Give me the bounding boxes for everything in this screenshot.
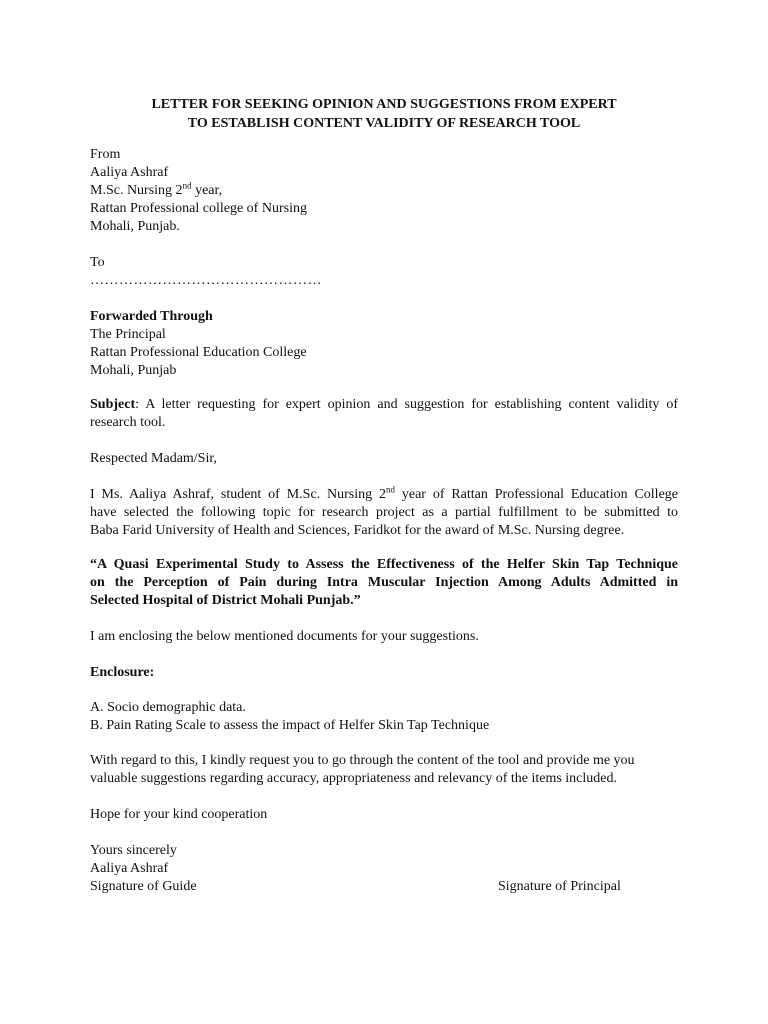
enclosure-label: Enclosure: (90, 665, 155, 680)
forwarded-label: Forwarded Through (90, 309, 213, 324)
recipient-placeholder: ………………………………………… (90, 273, 322, 288)
enclosure-item-b: B. Pain Rating Scale to assess the impact of Helfer Skin Tap Technique (90, 718, 490, 733)
forwarded-line-1: The Principal (90, 327, 166, 342)
title-line-2: TO ESTABLISH CONTENT VALIDITY OF RESEARCH TOOL (187, 116, 581, 131)
sender-course: M.Sc. Nursing 2nd year, (90, 180, 223, 198)
request-paragraph (90, 752, 678, 788)
closing-name: Aaliya Ashraf (90, 861, 169, 876)
from-block (90, 146, 678, 236)
forwarded-line-3: Mohali, Punjab (90, 363, 177, 378)
subject-label: Subject (90, 397, 136, 412)
request-line-2: valuable suggestions regarding accuracy, appropriateness and relevancy of the items included. (90, 771, 618, 786)
signature-guide: Signature of Guide (90, 879, 197, 894)
sender-college: Rattan Professional college of Nursing (90, 201, 307, 216)
subject-block (90, 396, 678, 432)
title-line-1: LETTER FOR SEEKING OPINION AND SUGGESTIONS FROM EXPERT (151, 97, 617, 112)
sender-name: Aaliya Ashraf (90, 165, 169, 180)
to-block (90, 254, 678, 290)
to-label: To (90, 255, 105, 270)
forwarded-line-2: Rattan Professional Education College (90, 345, 307, 360)
from-label: From (90, 147, 121, 162)
body-paragraph-1 (90, 486, 678, 540)
forwarded-block (90, 308, 678, 380)
letter-title (90, 95, 678, 133)
study-title-line-1: “A Quasi Experimental Study to Assess the Effectiveness of the Helfer Skin Tap Technique (90, 557, 678, 572)
signature-principal: Signature of Principal (498, 879, 621, 894)
study-title (90, 556, 678, 610)
salutation: Respected Madam/Sir, (90, 451, 217, 466)
hope-line: Hope for your kind cooperation (90, 807, 268, 822)
subject-line-1: Subject: A letter requesting for expert opinion and suggestion for establishing content validity of (90, 397, 678, 412)
sender-city: Mohali, Punjab. (90, 219, 180, 234)
body1-line-3: Baba Farid University of Health and Sciences, Faridkot for the award of M.Sc. Nursing degree. (90, 523, 625, 538)
subject-line-2: research tool. (90, 415, 166, 430)
signature-row (90, 878, 650, 896)
enclosure-list (90, 699, 678, 735)
study-title-line-3: Selected Hospital of District Mohali Punjab.” (90, 593, 361, 608)
body1-line-1: I Ms. Aaliya Ashraf, student of M.Sc. Nursing 2nd year of Rattan Professional Education College (90, 484, 678, 502)
study-title-line-2: on the Perception of Pain during Intra Muscular Injection Among Adults Admitted in (90, 575, 678, 590)
enclosure-item-a: A. Socio demographic data. (90, 700, 246, 715)
request-line-1: With regard to this, I kindly request you to go through the content of the tool and provide me you (90, 753, 635, 768)
closing-sincerely: Yours sincerely (90, 843, 177, 858)
enclosing-text: I am enclosing the below mentioned documents for your suggestions. (90, 629, 479, 644)
body1-line-2: have selected the following topic for research project as a partial fulfillment to be submitted to (90, 505, 678, 520)
closing-block (90, 842, 678, 878)
